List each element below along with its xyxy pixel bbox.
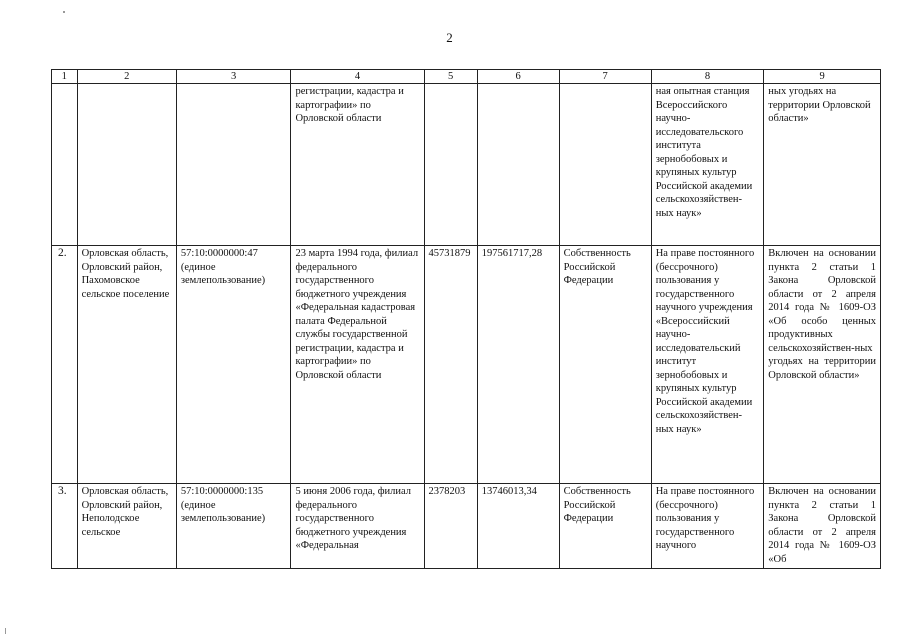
column-number: 9 [764,70,881,84]
usage-right-cell: ная опытная станция Всероссийского научно-исследовательского института зернобобовых и крупяных культур Российской академии сельскохозяйствен-ных наук» [651,84,764,246]
column-number: 7 [559,70,651,84]
cadastral-value-cell [477,84,559,246]
ownership-cell: Собственность Российской Федерации [559,246,651,484]
location-cell: Орловская область, Орловский район, Неполодское сельское [77,484,176,569]
column-number: 3 [176,70,291,84]
area-cell [424,84,477,246]
land-register-table [51,69,881,569]
table-row [52,246,881,484]
registration-cell: 5 июня 2006 года, филиал федерального государственного бюджетного учреждения «Федеральная [291,484,424,569]
table-row [52,84,881,246]
row-number-cell [52,84,78,246]
cadastral-number-cell: 57:10:0000000:47 (единое землепользование) [176,246,291,484]
registration-cell: 23 марта 1994 года, филиал федерального государственного бюджетного учреждения «Федеральная кадастровая палата Федеральной службы государственной регистрации, кадастра и картографии» по Орловской области [291,246,424,484]
location-cell: Орловская область, Орловский район, Пахомовское сельское поселение [77,246,176,484]
cadastral-value-cell: 197561717,28 [477,246,559,484]
inclusion-basis-cell: ных угодьях на территории Орловской области» [764,84,881,246]
ownership-cell [559,84,651,246]
scan-speck [63,11,65,13]
column-number: 1 [52,70,78,84]
usage-right-cell: На праве постоянного (бессрочного) пользования у государственного научного учреждения «Всероссийский научно-исследовательский институт зернобобовых и крупяных культур Российской академии сельскохозяйствен-ных наук» [651,246,764,484]
location-cell [77,84,176,246]
column-number: 4 [291,70,424,84]
area-cell: 45731879 [424,246,477,484]
cadastral-number-cell [176,84,291,246]
usage-right-cell: На праве постоянного (бессрочного) пользования у государственного научного [651,484,764,569]
page-number: 2 [446,30,453,45]
row-number-cell: 3. [52,484,78,569]
cadastral-number-cell: 57:10:0000000:135 (единое землепользование) [176,484,291,569]
column-number: 6 [477,70,559,84]
column-number: 5 [424,70,477,84]
column-number: 2 [77,70,176,84]
inclusion-basis-cell: Включен на основании пункта 2 статьи 1 Закона Орловской области от 2 апреля 2014 года № 1609-ОЗ «Об особо ценных продуктивных сельскохозяйствен-ных угодьях на территории Орловской области» [764,246,881,484]
cadastral-value-cell: 13746013,34 [477,484,559,569]
table-row [52,484,881,569]
scan-speck [5,628,6,634]
ownership-cell: Собственность Российской Федерации [559,484,651,569]
registration-cell: регистрации, кадастра и картографии» по Орловской области [291,84,424,246]
area-cell: 2378203 [424,484,477,569]
inclusion-basis-cell: Включен на основании пункта 2 статьи 1 Закона Орловской области от 2 апреля 2014 года № 1609-ОЗ «Об [764,484,881,569]
column-number-row [52,70,881,84]
row-number-cell: 2. [52,246,78,484]
column-number: 8 [651,70,764,84]
